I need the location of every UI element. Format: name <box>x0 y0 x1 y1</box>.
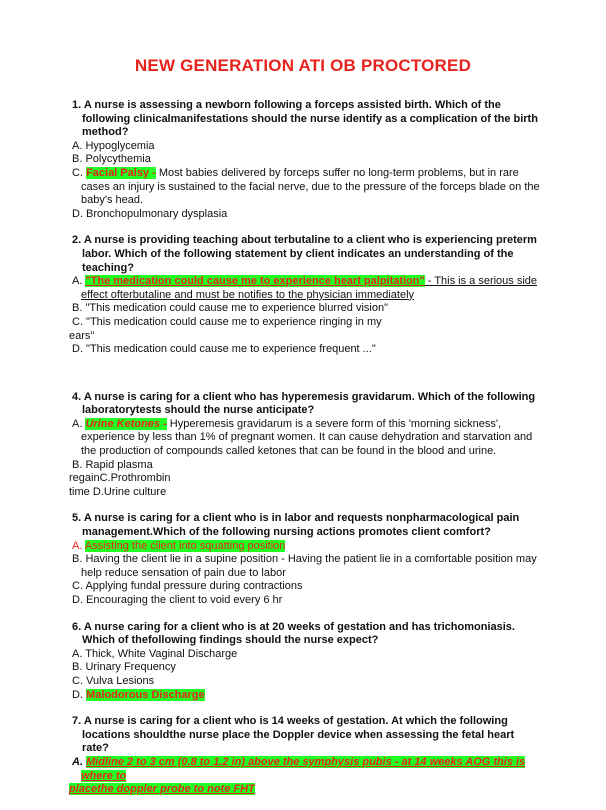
question-5-stem: 5. A nurse is caring for a client who is in labor and requests nonpharmacological pain management.Which of the following nursing actions promotes client comfort? <box>72 512 520 539</box>
q4-option-b-cont2: time D.Urine culture <box>69 485 167 498</box>
q2-option-c-cont: ears" <box>69 329 95 342</box>
q2-option-a <box>72 275 542 302</box>
question-1 <box>72 99 542 221</box>
q6-option-d-prefix: D. <box>72 688 87 701</box>
q2-option-b: B. "This medication could cause me to experience blurred vision" <box>72 302 388 315</box>
question-7 <box>69 715 542 797</box>
q1-option-d: D. Bronchopulmonary dysplasia <box>72 207 228 220</box>
q5-correct-answer: Assisting the client into squatting position <box>84 539 286 552</box>
question-1-stem: 1. A nurse is assessing a newborn following a forceps assisted birth. Which of the following clinicalmanifestations should the nurse identify as a complication of the birth method? <box>72 99 538 139</box>
q2-option-a-prefix: A. <box>72 275 86 288</box>
q2-rationale: - This is a serious side effect ofterbutaline and must be notifies to the physician immediately <box>81 275 538 301</box>
q5-option-d: D. Encouraging the client to void every 6 hr <box>72 594 283 606</box>
question-6 <box>72 621 542 703</box>
q2-option-d: D. "This medication could cause me to experience frequent ..." <box>72 343 376 356</box>
question-list <box>69 99 542 810</box>
q7-correct-answer-cont: placethe doppler probe to note FHT <box>69 783 255 796</box>
q5-option-a <box>72 540 542 554</box>
q2-option-c: C. "This medication could cause me to experience ringing in my <box>72 315 382 328</box>
q7-option-a <box>72 756 542 783</box>
q1-option-b: B. Polycythemia <box>72 153 151 166</box>
question-6-stem: 6. A nurse caring for a client who is at 20 weeks of gestation and has trichomoniasis. Which of thefollowing findings should the nurse expect? <box>72 620 515 647</box>
q6-option-a: A. Thick, White Vaginal Discharge <box>72 647 238 660</box>
q4-correct-answer: Urine Ketones - <box>85 417 167 430</box>
q4-option-b: B. Rapid plasma <box>72 458 153 471</box>
q6-option-b: B. Urinary Frequency <box>72 661 176 674</box>
q6-option-c: C. Vulva Lesions <box>72 674 155 687</box>
question-2-stem: 2. A nurse is providing teaching about terbutaline to a client who is experiencing preterm labor. Which of the following statement by client indicates an understanding of the teaching? <box>72 234 537 274</box>
question-4-stem: 4. A nurse is caring for a client who has hyperemesis gravidarum. Which of the following laboratorytests should the nurse anticipate? <box>72 390 536 417</box>
question-5 <box>72 512 542 607</box>
q7-option-a-cont <box>69 783 542 797</box>
q6-correct-answer: Malodorous Discharge <box>86 688 205 701</box>
q1-option-c <box>72 167 542 208</box>
q1-option-a: A. Hypoglycemia <box>72 139 155 152</box>
q4-option-a <box>72 418 542 459</box>
q5-option-c: C. Applying fundal pressure during contractions <box>72 580 303 593</box>
q1-rationale: Most babies delivered by forceps suffer no long-term problems, but in rare cases an injury is sustained to the facial nerve, due to the pressure of the forceps blade on the baby's head. <box>81 166 540 207</box>
q1-option-c-prefix: C. <box>72 166 87 179</box>
q1-correct-answer: Facial Palsy - <box>86 166 156 179</box>
q5-option-b: B. Having the client lie in a supine position - Having the patient lie in a comfortable position may help reduce sensation of pain due to labor <box>72 553 537 579</box>
q2-correct-answer: "The medication could cause me to experience heart palpitation" <box>85 275 425 288</box>
q5-option-a-prefix: A. <box>72 539 85 552</box>
q4-option-b-cont: regainC.Prothrombin <box>69 472 171 485</box>
question-7-stem: 7. A nurse is caring for a client who is 14 weeks of gestation. At which the following locations shouldthe nurse place the Doppler device when assessing the fetal heart rate? <box>72 715 515 755</box>
q6-option-d <box>72 689 542 703</box>
q7-correct-answer: Midline 2 to 3 cm (0.8 to 1.2 in) above the symphysis pubis - at 14 weeks AOG this is where to <box>81 755 526 782</box>
q7-option-a-prefix: A. <box>72 755 87 768</box>
question-2 <box>69 234 542 356</box>
question-4 <box>69 390 542 500</box>
q4-option-a-prefix: A. <box>72 417 86 430</box>
q4-rationale: Hyperemesis gravidarum is a severe form of this 'morning sickness', experience by less than 1% of pregnant women. It can cause dehydration and starvation and the production of compounds called ketones that can be found in the blood and urine. <box>81 417 533 458</box>
page-title: NEW GENERATION ATI OB PROCTORED <box>134 56 472 75</box>
